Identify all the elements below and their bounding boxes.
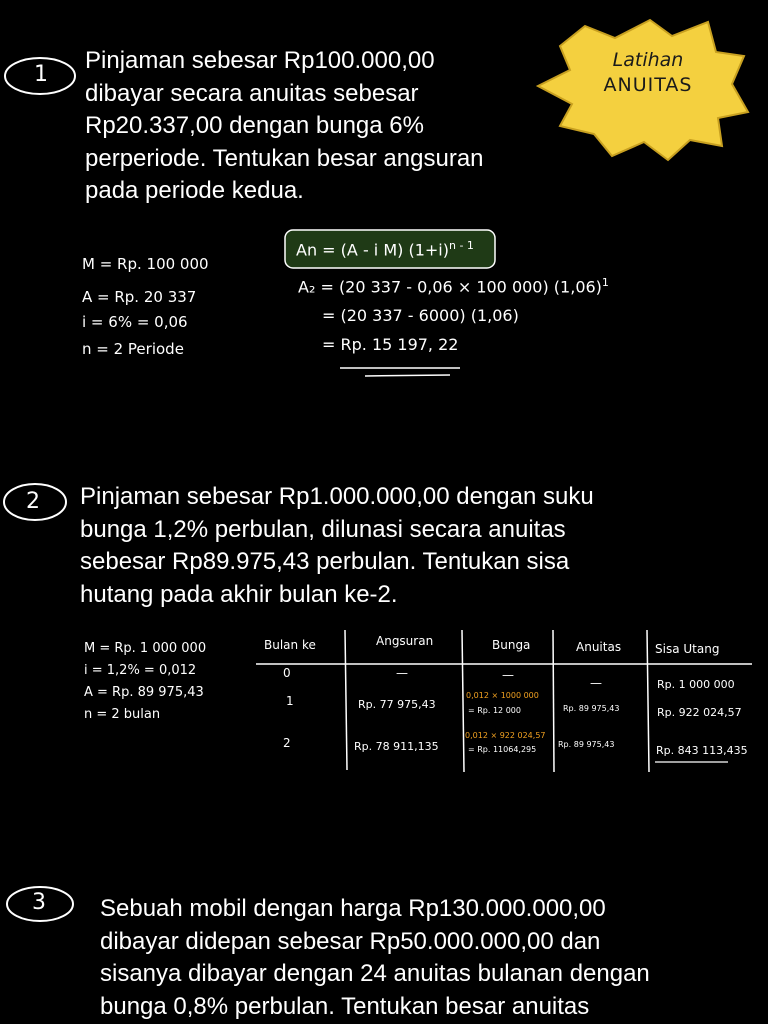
problem-2-line: hutang pada akhir bulan ke-2. bbox=[80, 580, 398, 608]
problem-1-line: dibayar secara anuitas sebesar bbox=[85, 79, 419, 107]
given-item: i = 6% = 0,06 bbox=[82, 313, 188, 331]
problem-number-1: 1 bbox=[34, 62, 48, 87]
anuitas-formula bbox=[296, 239, 474, 259]
problem-1-steps bbox=[298, 276, 609, 354]
problem-1-text bbox=[85, 45, 555, 208]
row-0-angsuran: — bbox=[396, 666, 408, 680]
row-0-bunga: — bbox=[502, 668, 514, 682]
row-1-bulan: 1 bbox=[286, 694, 294, 708]
row-1-bunga: = Rp. 12 000 bbox=[468, 706, 521, 715]
problem-3-line: dibayar didepan sebesar Rp50.000.000,00 dan bbox=[100, 927, 601, 955]
problem-1-given bbox=[82, 250, 209, 364]
step-3-answer: = Rp. 15 197, 22 bbox=[322, 335, 459, 355]
given-item: M = Rp. 1 000 000 bbox=[84, 641, 207, 656]
formula-exponent: n - 1 bbox=[448, 239, 474, 252]
problem-3-line: bunga 0,8% perbulan. Tentukan besar anuitas bbox=[100, 992, 590, 1020]
row-0-bulan: 0 bbox=[283, 666, 291, 680]
badge bbox=[568, 48, 728, 98]
problem-3-text bbox=[100, 893, 760, 1023]
problem-1-line: pada periode kedua. bbox=[85, 177, 304, 204]
table-header-sisa: Sisa Utang bbox=[655, 642, 720, 656]
given-item: i = 1,2% = 0,012 bbox=[84, 663, 197, 678]
table-header-angsuran: Angsuran bbox=[376, 634, 434, 648]
table-header-bulan: Bulan ke bbox=[264, 638, 316, 652]
given-item: M = Rp. 100 000 bbox=[82, 255, 209, 273]
row-1-anuitas: Rp. 89 975,43 bbox=[563, 704, 620, 713]
problem-2-line: Pinjaman sebesar Rp1.000.000,00 dengan suku bbox=[80, 483, 594, 510]
problem-1-line: Pinjaman sebesar Rp100.000,00 bbox=[85, 47, 435, 74]
problem-number-3: 3 bbox=[32, 890, 46, 915]
row-2-bunga-calc: 0,012 × 922 024,57 bbox=[465, 731, 546, 740]
given-item: A = Rp. 89 975,43 bbox=[84, 685, 204, 700]
given-item: n = 2 bulan bbox=[84, 707, 161, 722]
table-header-anuitas: Anuitas bbox=[576, 640, 622, 654]
step-1-exponent: 1 bbox=[601, 276, 609, 289]
problem-2-line: bunga 1,2% perbulan, dilunasi secara anuitas bbox=[80, 515, 566, 543]
problem-1-line: perperiode. Tentukan besar angsuran bbox=[85, 144, 484, 172]
row-2-sisa: Rp. 843 113,435 bbox=[656, 744, 748, 757]
row-2-bunga: = Rp. 11064,295 bbox=[468, 745, 537, 754]
problem-3-line: sisanya dibayar dengan 24 anuitas bulanan dengan bbox=[100, 960, 650, 987]
problem-3-line: Sebuah mobil dengan harga Rp130.000.000,00 bbox=[100, 895, 606, 922]
row-2-anuitas: Rp. 89 975,43 bbox=[558, 740, 615, 749]
problem-number-2: 2 bbox=[26, 489, 40, 514]
row-2-bulan: 2 bbox=[283, 736, 291, 750]
badge-line-1: Latihan bbox=[612, 49, 684, 71]
row-0-anuitas: — bbox=[590, 676, 602, 690]
formula-text: An = (A - i M) (1+i) bbox=[296, 240, 449, 260]
problem-2-given bbox=[84, 638, 206, 726]
table-header-bunga: Bunga bbox=[492, 638, 531, 652]
badge-line-2: ANUITAS bbox=[603, 74, 693, 96]
row-1-sisa: Rp. 922 024,57 bbox=[657, 706, 742, 719]
row-1-angsuran: Rp. 77 975,43 bbox=[358, 698, 436, 711]
problem-1-line: Rp20.337,00 dengan bunga 6% bbox=[85, 112, 424, 139]
step-2: = (20 337 - 6000) (1,06) bbox=[322, 306, 519, 326]
step-1-text: A₂ = (20 337 - 0,06 × 100 000) (1,06) bbox=[298, 277, 602, 297]
problem-2-line: sebesar Rp89.975,43 perbulan. Tentukan sisa bbox=[80, 548, 570, 575]
problem-2-text bbox=[80, 481, 760, 611]
row-2-angsuran: Rp. 78 911,135 bbox=[354, 740, 439, 753]
row-1-bunga-calc: 0,012 × 1000 000 bbox=[466, 691, 539, 700]
given-item: n = 2 Periode bbox=[82, 340, 184, 358]
step-1 bbox=[298, 276, 609, 296]
given-item: A = Rp. 20 337 bbox=[82, 288, 197, 306]
row-0-sisa: Rp. 1 000 000 bbox=[657, 678, 735, 691]
